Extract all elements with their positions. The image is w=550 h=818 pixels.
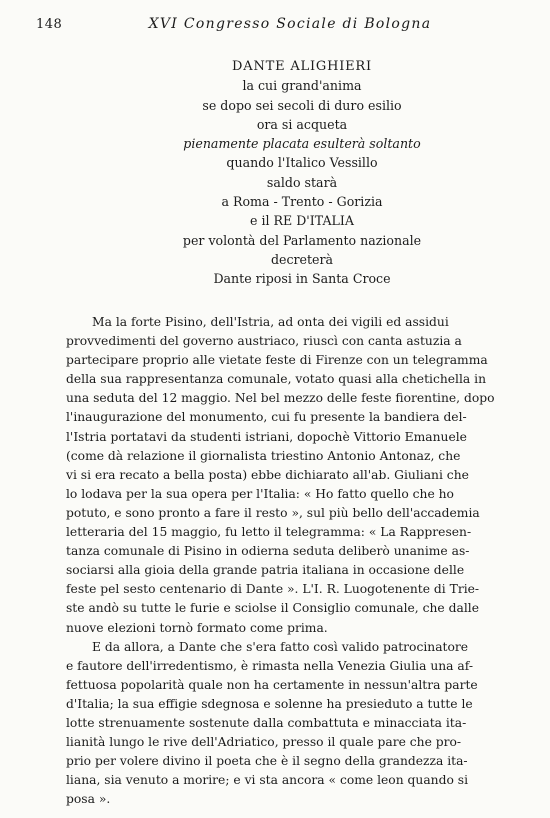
epigraph-line: pienamente placata esulterà soltanto xyxy=(183,136,421,152)
epigraph-line: Dante riposi in Santa Croce xyxy=(213,271,391,287)
running-title: XVI Congresso Sociale di Bologna xyxy=(148,16,432,32)
paragraph-line: lianità lungo le rive dell'Adriatico, presso il quale pare che pro- xyxy=(66,735,462,750)
paragraph-line: potuto, e sono pronto a fare il resto », sul più bello dell'accademia xyxy=(66,505,480,520)
paragraph-line: lotte strenuamente sostenute dalla combattuta e minacciata ita- xyxy=(66,715,467,730)
epigraph-line: ora si acqueta xyxy=(256,116,348,132)
paragraph-line: fettuosa popolarità quale non ha certamente in nessun'altra parte xyxy=(66,677,478,692)
paragraph-line: provvedimenti del governo austriaco, riuscì con canta astuzia a xyxy=(66,334,462,349)
paragraph-line: l'Istria portatavi da studenti istriani, dopochè Vittorio Emanuele xyxy=(66,429,467,444)
paragraph-line: liana, sia venuto a morire; e vi sta ancora « come leon quando si xyxy=(66,773,468,788)
paragraph-line: d'Italia; la sua effigie sdegnosa e solenne ha presieduto a tutte le xyxy=(66,696,473,711)
paragraph-line: Ma la forte Pisino, dell'Istria, ad onta dei vigili ed assidui xyxy=(92,315,449,329)
epigraph-line: quando l'Italico Vessillo xyxy=(226,155,378,171)
paragraph-line: letteraria del 15 maggio, fu letto il telegramma: « La Rappresen- xyxy=(66,525,472,540)
epigraph-line: la cui grand'anima xyxy=(242,78,362,94)
paragraph-line: E da allora, a Dante che s'era fatto così valido patrocinatore xyxy=(92,639,469,654)
epigraph-line: decreterà xyxy=(270,251,334,267)
paragraph-line: ste andò su tutte le furie e sciolse il Consiglio comunale, che dalle xyxy=(66,601,479,616)
epigraph-line: a Roma - Trento - Gorizia xyxy=(221,194,383,210)
paragraph-line: feste pel sesto centenario di Dante ». L'I. R. Luogotenente di Trie- xyxy=(66,582,480,597)
epigraph-block xyxy=(110,57,494,289)
page-number: 148 xyxy=(36,17,63,32)
paragraph-line: una seduta del 12 maggio. Nel bel mezzo delle feste fiorentine, dopo xyxy=(66,391,495,406)
paragraph-line: posa ». xyxy=(66,792,111,807)
paragraph-line: l'inaugurazione del monumento, cui fu presente la bandiera del- xyxy=(66,410,467,425)
epigraph-line: saldo starà xyxy=(266,174,338,190)
paragraph-line: lo lodava per la sua opera per l'Italia: « Ho fatto quello che ho xyxy=(66,486,454,501)
epigraph-line: e il RE D'ITALIA xyxy=(250,213,354,229)
paragraph-line: (come dà relazione il giornalista triestino Antonio Antonaz, che xyxy=(66,448,461,463)
paragraph-line: vi si era recato a bella posta) ebbe dichiarato all'ab. Giuliani che xyxy=(66,467,469,482)
epigraph-line: se dopo sei secoli di duro esilio xyxy=(202,97,402,113)
paragraph-line: prio per volere divino il poeta che è il segno della grandezza ita- xyxy=(66,754,468,769)
paragraph-line: sociarsi alla gioia della grande patria italiana in occasione delle xyxy=(66,563,465,578)
epigraph-line: per volontà del Parlamento nazionale xyxy=(182,232,422,248)
body-text xyxy=(66,313,516,809)
page-header xyxy=(0,0,550,40)
paragraph-line: tanza comunale di Pisino in odierna seduta deliberò unanime as- xyxy=(66,544,470,559)
paragraph-line: partecipare proprio alle vietate feste di Firenze con un telegramma xyxy=(66,353,488,368)
paragraph-line: e fautore dell'irredentismo, è rimasta nella Venezia Giulia una af- xyxy=(66,658,474,673)
epigraph-line: DANTE ALIGHIERI xyxy=(232,59,372,74)
paragraph-line: della sua rappresentanza comunale, votato quasi alla chetichella in xyxy=(66,372,486,387)
paragraph-line: nuove elezioni tornò formato come prima. xyxy=(66,620,328,635)
